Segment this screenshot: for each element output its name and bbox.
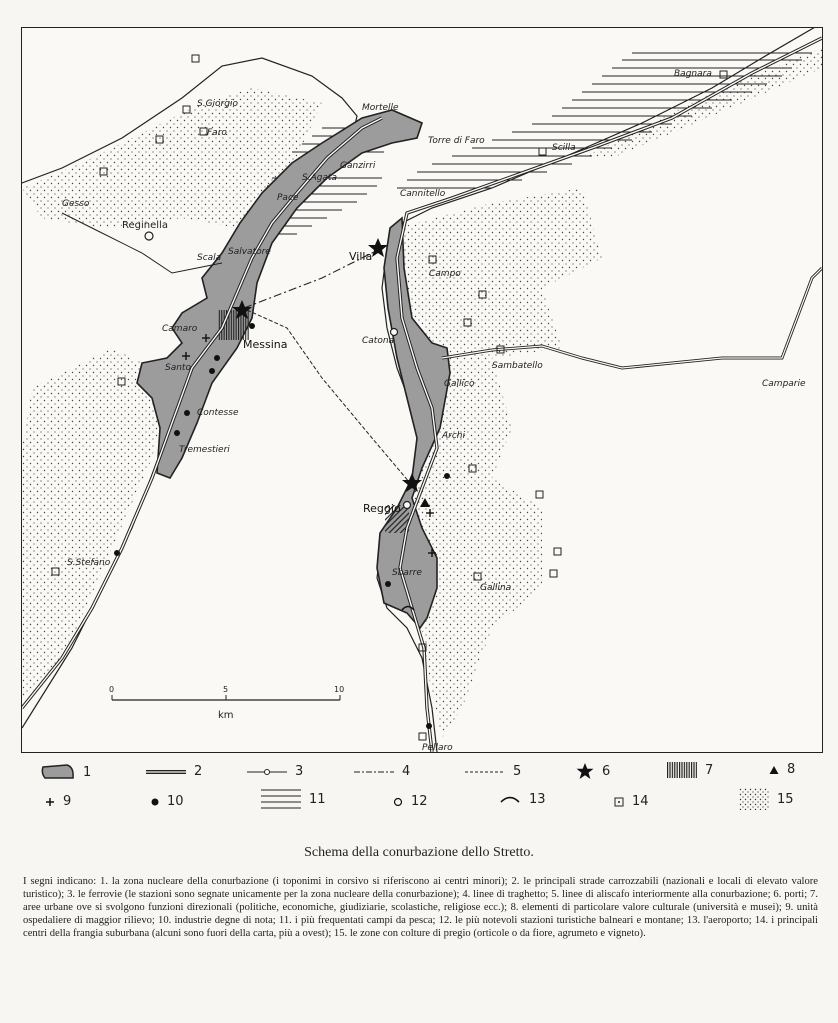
hydrofoil-icon bbox=[465, 767, 505, 777]
legend-item-11 bbox=[261, 788, 326, 810]
legend-item-13 bbox=[499, 792, 546, 807]
legend-item-7 bbox=[667, 762, 713, 778]
label-sbarre: Sbarre bbox=[392, 568, 422, 578]
legend-item-2 bbox=[146, 764, 202, 779]
scale-10: 10 bbox=[334, 685, 345, 694]
label-bagnara: Bagnara bbox=[674, 69, 712, 79]
railway-icon bbox=[247, 767, 287, 777]
label-gallico: Gallico bbox=[444, 379, 475, 389]
legend-label: 9 bbox=[63, 794, 72, 809]
airport-icon bbox=[499, 794, 521, 806]
legend-item-10 bbox=[151, 794, 184, 809]
scale-bar bbox=[109, 685, 344, 721]
fishing-lines-icon bbox=[261, 788, 301, 810]
stipple-sicily-south bbox=[22, 348, 172, 698]
map-legend bbox=[21, 758, 821, 818]
boxed-dot-icon bbox=[614, 797, 624, 807]
legend-item-4 bbox=[354, 764, 410, 779]
label-sambatello: Sambatello bbox=[492, 361, 543, 371]
label-faro: Faro bbox=[207, 128, 227, 138]
label-pellaro: Pellaro bbox=[422, 743, 453, 752]
scale-unit: km bbox=[218, 710, 234, 721]
label-salvatore: Salvatore bbox=[228, 247, 271, 257]
label-s-giorgio: S.Giorgio bbox=[197, 99, 238, 109]
label-messina: Messina bbox=[243, 338, 288, 351]
legend-label: 4 bbox=[402, 764, 411, 779]
label-contesse: Contesse bbox=[197, 408, 239, 418]
legend-item-8 bbox=[769, 762, 795, 777]
legend-notes: I segni indicano: 1. la zona nucleare della conurbazione (i toponimi in corsivo si riferiscono ai centri minori); 2. le principali strade carrozzabili (nazionali e locali di elevato valore turistico); 3. le ferrovie (le stazioni sono segnate unicamente per la zona nucleare della conurbazione); 4. linee di traghetto; 5. linee di aliscafo interiormente alla conurbazione; 6. porti; 7. aree urbane ove si svolgono funzioni direzionali (politiche, economiche, giudiziarie, scolastiche, religiose ecc.); 8. elementi di particolare valore culturale (università e musei); 9. unità ospedaliere di maggior rilievo; 10. industrie degne di nota; 11. i più frequentati campi da pesca; 12. le più notevoli stazioni turistiche balneari e montane; 13. l'aeroporto; 14. i principali centri della frangia suburbana (alcuni sono fuori della carta, più a ovest); 15. le zone con colture di pregio (orticole o da fiore, agrumeto e vigneto). bbox=[23, 876, 818, 939]
scale-0: 0 bbox=[109, 685, 115, 694]
label-santo: Santo bbox=[165, 363, 191, 373]
legend-label: 14 bbox=[632, 794, 649, 809]
label-reggio: Reggio bbox=[363, 502, 401, 515]
label-archi: Archi bbox=[442, 431, 466, 441]
label-villa: Villa bbox=[349, 250, 373, 263]
triangle-icon bbox=[769, 765, 779, 775]
stipple-icon bbox=[739, 788, 769, 810]
legend-label: 2 bbox=[194, 764, 203, 779]
nuclear-zone-icon bbox=[41, 764, 75, 780]
legend-label: 11 bbox=[309, 791, 326, 807]
legend-label: 5 bbox=[513, 764, 522, 779]
legend-item-1 bbox=[41, 764, 91, 780]
label-campo: Campo bbox=[429, 269, 461, 279]
legend-label: 15 bbox=[777, 791, 794, 807]
scale-5: 5 bbox=[223, 685, 229, 694]
hatched-urban-icon bbox=[667, 762, 697, 778]
label-pace: Pace bbox=[277, 193, 299, 203]
port-star-icon bbox=[576, 762, 594, 780]
label-scala: Scala bbox=[197, 253, 222, 263]
road-icon bbox=[146, 767, 186, 777]
legend-item-9 bbox=[45, 794, 71, 809]
label-torre-di-faro: Torre di Faro bbox=[428, 136, 485, 146]
label-camparie: Camparie bbox=[762, 379, 806, 389]
legend-item-15 bbox=[739, 788, 794, 810]
legend-label: 7 bbox=[705, 762, 714, 778]
label-cannitello: Cannitello bbox=[400, 189, 446, 199]
map bbox=[21, 27, 823, 753]
plus-icon bbox=[45, 797, 55, 807]
dot-icon bbox=[151, 798, 159, 806]
label-s-stefano: S.Stefano bbox=[67, 558, 111, 568]
label-gallina: Gallina bbox=[480, 583, 512, 593]
stipple-calabria bbox=[397, 188, 602, 738]
legend-label: 8 bbox=[787, 762, 796, 777]
ferry-icon bbox=[354, 767, 394, 777]
label-s-agata: S.Agata bbox=[302, 173, 338, 183]
legend-item-3 bbox=[247, 764, 303, 779]
map-canvas bbox=[22, 28, 822, 752]
label-scilla: Scilla bbox=[552, 143, 576, 153]
label-tremestieri: Tremestieri bbox=[179, 445, 230, 455]
legend-label: 1 bbox=[83, 764, 92, 780]
legend-label: 12 bbox=[411, 794, 428, 809]
legend-label: 10 bbox=[167, 794, 184, 809]
label-camaro: Camaro bbox=[162, 324, 198, 334]
label-gesso: Gesso bbox=[62, 199, 90, 209]
legend-label: 6 bbox=[602, 763, 611, 779]
figure-caption: Schema della conurbazione dello Stretto. bbox=[304, 845, 534, 860]
legend-label: 13 bbox=[529, 792, 546, 807]
legend-item-5 bbox=[465, 764, 521, 779]
legend-label: 3 bbox=[295, 764, 304, 779]
label-mortelle: Mortelle bbox=[362, 103, 399, 113]
legend-item-12 bbox=[393, 794, 428, 809]
legend-item-14 bbox=[614, 794, 649, 809]
label-ganzirri: Ganzirri bbox=[340, 161, 376, 171]
label-catona: Catona bbox=[362, 336, 395, 346]
open-circle-icon bbox=[393, 797, 403, 807]
label-reginella: Reginella bbox=[122, 220, 168, 231]
legend-item-6 bbox=[576, 762, 610, 780]
